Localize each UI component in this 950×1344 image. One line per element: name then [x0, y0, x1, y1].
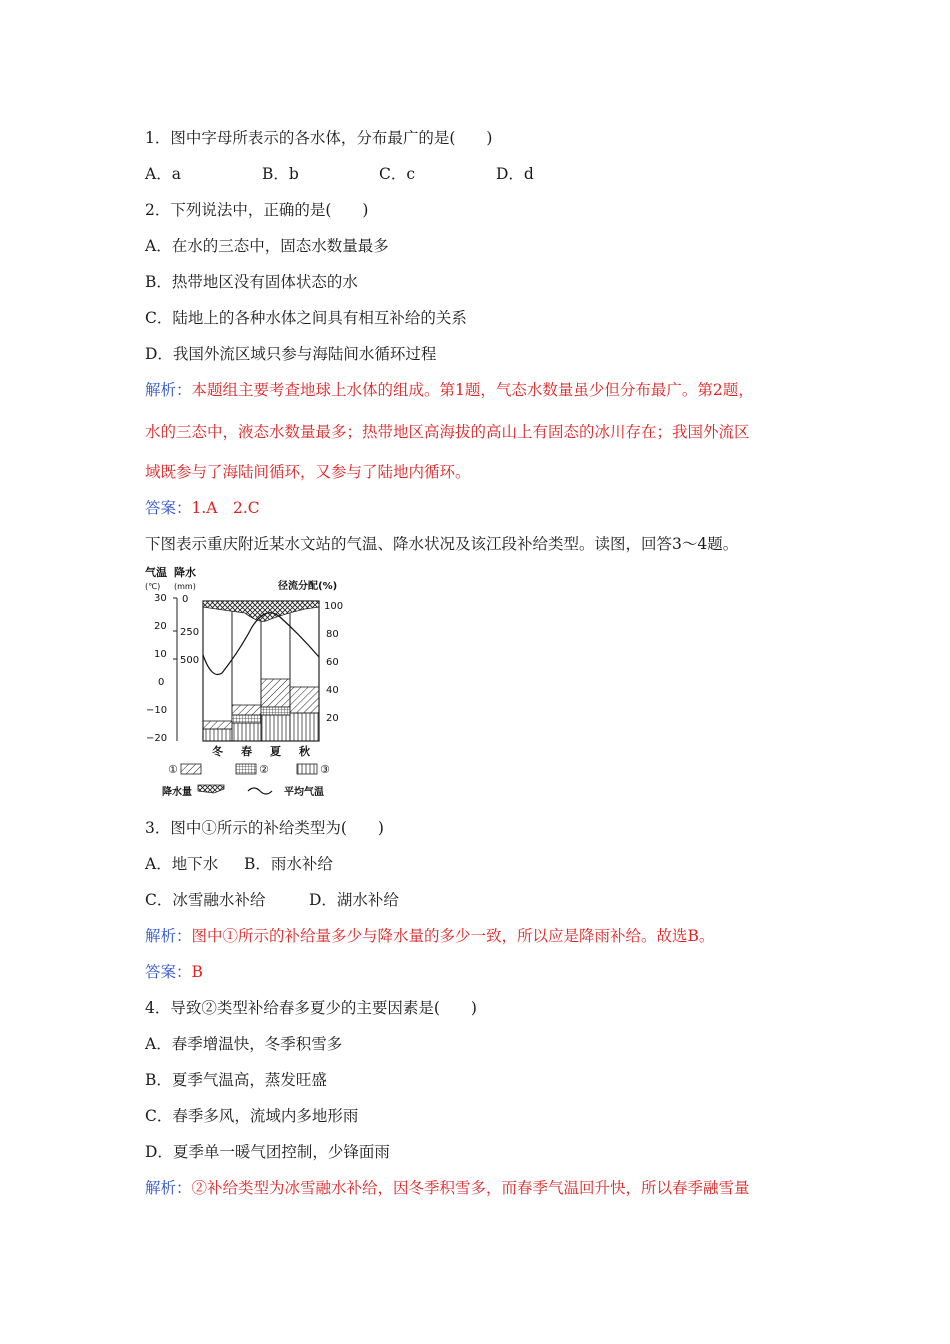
- q2-stem: 2．下列说法中，正确的是( ): [145, 201, 369, 219]
- q3-option-a: A．地下水: [145, 855, 219, 873]
- q3-options-row1: [145, 854, 333, 874]
- analysis12-line2: 水的三态中，液态水数量最多；热带地区高海拔的高山上有固态的冰川存在；我国外流区: [145, 423, 750, 441]
- q2-option-a: A．在水的三态中，固态水数量最多: [145, 237, 389, 255]
- precip-tick: 0: [182, 594, 189, 605]
- runoff-bar-spring-1: [232, 705, 261, 715]
- q4-option-d: D．夏季单一暖气团控制，少锋面雨: [145, 1143, 390, 1161]
- temp-tick: 0: [158, 677, 165, 688]
- runoff-bar-winter-1: [203, 721, 232, 729]
- q4-option-a: A．春季增温快，冬季积雪多: [145, 1035, 343, 1053]
- runoff-tick: 100: [324, 601, 344, 612]
- season-label: 冬: [212, 745, 223, 758]
- temp-tick: 30: [154, 593, 167, 604]
- hydrology-chart: [140, 565, 360, 805]
- q2-option-c: C．陆地上的各种水体之间具有相互补给的关系: [145, 309, 467, 327]
- runoff-bar-summer-1: [261, 679, 290, 707]
- analysis-label: 解析：: [145, 381, 192, 399]
- analysis3: 解析：图中①所示的补给量多少与降水量的多少一致，所以应是降雨补给。故选B。: [145, 927, 715, 945]
- runoff-axis-title: 径流分配(%): [278, 581, 338, 592]
- legend-temp-swatch: [248, 788, 272, 794]
- temp-tick: 20: [154, 621, 167, 632]
- legend-type3-swatch: [297, 764, 317, 774]
- runoff-bar-autumn-3: [290, 713, 319, 741]
- q4-option-b: B．夏季气温高，蒸发旺盛: [145, 1071, 327, 1089]
- legend-precip-label: 降水量: [162, 787, 192, 798]
- q1-option-c: C．c: [379, 165, 416, 183]
- temp-axis-unit: (℃): [145, 582, 161, 591]
- analysis12-line3: 域既参与了海陆间循环，又参与了陆地内循环。: [145, 463, 471, 481]
- q1-option-d: D．d: [496, 165, 534, 183]
- q1-option-b: B．b: [262, 165, 299, 183]
- answer3: 答案：B: [145, 963, 203, 981]
- runoff-tick: 40: [326, 685, 339, 696]
- analysis12-line1: 解析：本题组主要考查地球上水体的组成。第1题，气态水数量虽少但分布最广。第2题，: [145, 381, 754, 399]
- temp-tick: −20: [146, 733, 168, 744]
- temp-tick: 10: [154, 649, 167, 660]
- q2-option-b: B．热带地区没有固体状态的水: [145, 273, 358, 291]
- q4-stem: 4．导致②类型补给春多夏少的主要因素是( ): [145, 999, 477, 1017]
- precip-tick: 500: [180, 655, 200, 666]
- precip-axis-unit: (mm): [174, 582, 196, 591]
- runoff-bar-spring-3: [232, 723, 261, 741]
- q3-option-d: D．湖水补给: [309, 891, 399, 909]
- intro34: 下图表示重庆附近某水文站的气温、降水状况及该江段补给类型。读图，回答3～4题。: [145, 535, 739, 553]
- season-label: 春: [241, 745, 252, 758]
- analysis4: 解析：②补给类型为冰雪融水补给，因冬季积雪多，而春季气温回升快，所以春季融雪量: [145, 1179, 750, 1197]
- runoff-bar-winter-3: [203, 729, 232, 741]
- temp-axis-title: 气温: [145, 566, 167, 579]
- precip-axis-title: 降水: [174, 566, 196, 579]
- runoff-tick: 60: [326, 657, 339, 668]
- runoff-tick: 20: [326, 713, 339, 724]
- legend-type3-label: ③: [320, 763, 330, 776]
- answer-label: 答案：: [145, 963, 192, 981]
- q3-option-b: B．雨水补给: [244, 855, 333, 873]
- runoff-bar-autumn-1: [290, 687, 319, 713]
- runoff-bar-summer-3: [261, 715, 290, 741]
- q4-option-c: C．春季多风，流域内多地形雨: [145, 1107, 359, 1125]
- temp-tick: −10: [146, 705, 168, 716]
- precipitation-area: [203, 601, 319, 621]
- q3-stem: 3．图中①所示的补给类型为( ): [145, 819, 384, 837]
- legend-precip-swatch: [198, 785, 224, 793]
- runoff-tick: 80: [326, 629, 339, 640]
- legend-type2-swatch: [236, 764, 256, 774]
- q1-option-a: A．a: [145, 165, 181, 183]
- runoff-bar-summer-2: [261, 707, 290, 715]
- q3-options-row2: [145, 890, 399, 910]
- season-label: 秋: [299, 745, 310, 758]
- q3-option-c: C．冰雪融水补给: [145, 891, 266, 909]
- q1-stem: 1．图中字母所表示的各水体，分布最广的是( ): [145, 129, 493, 147]
- precip-tick: 250: [180, 627, 200, 638]
- season-label: 夏: [270, 745, 281, 758]
- legend-type2-label: ②: [259, 763, 269, 776]
- analysis-label: 解析：: [145, 927, 192, 945]
- q1-options: [145, 164, 534, 184]
- answer12: 答案：1.A 2.C: [145, 499, 260, 517]
- runoff-bar-spring-2: [232, 715, 261, 723]
- answer-label: 答案：: [145, 499, 192, 517]
- legend-temp-label: 平均气温: [284, 787, 324, 798]
- legend-type1-swatch: [181, 764, 201, 774]
- analysis-label: 解析：: [145, 1179, 192, 1197]
- legend-type1-label: ①: [168, 763, 178, 776]
- q2-option-d: D．我国外流区域只参与海陆间水循环过程: [145, 345, 437, 363]
